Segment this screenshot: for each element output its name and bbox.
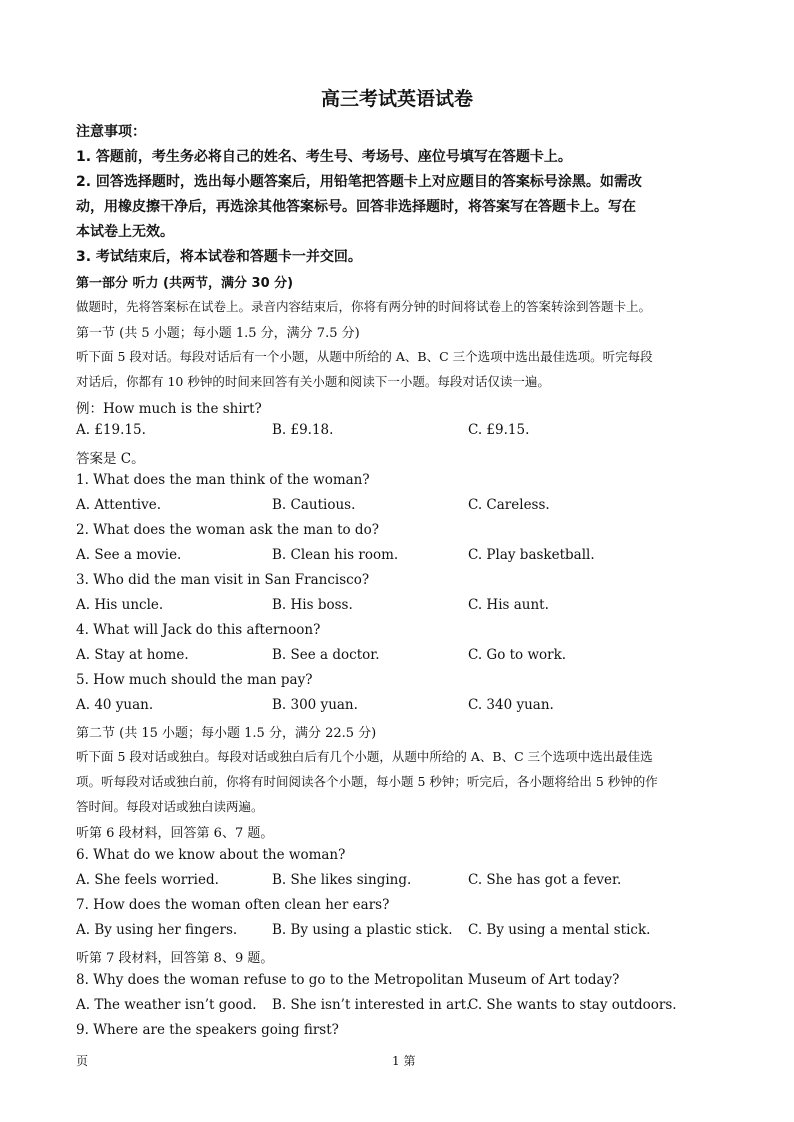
material-6-heading: 听第 6 段材料，回答第 6、7 题。 [76, 826, 274, 841]
example-option-c: C. £9.15. [468, 422, 530, 438]
q8-option-a: A. The weather isn’t good. [76, 997, 257, 1013]
q4-option-b: B. See a doctor. [272, 647, 380, 663]
q7-option-a: A. By using her fingers. [76, 922, 238, 938]
q5-option-b: B. 300 yuan. [272, 697, 358, 713]
q4-option-a: A. Stay at home. [76, 647, 189, 663]
q5-option-c: C. 340 yuan. [468, 697, 554, 713]
material-7-heading: 听第 7 段材料，回答第 8、9 题。 [76, 951, 274, 966]
question-9: 9. Where are the speakers going first? [76, 1022, 339, 1038]
page-title: 高三考试英语试卷 [320, 88, 473, 110]
notice-item-1: 1. 答题前，考生务必将自己的姓名、考生号、考场号、座位号填写在答题卡上。 [76, 149, 572, 165]
section2-directions-2: 项。听每段对话或独白前，你将有时间阅读各个小题，每小题 5 秒钟；听完后，各小题将给出 5 秒钟的作 [76, 774, 658, 789]
q3-option-a: A. His uncle. [76, 597, 164, 613]
footer-page-number: 1 第 [392, 1054, 416, 1068]
footer-left: 页 [76, 1054, 89, 1068]
question-2: 2. What does the woman ask the man to do? [76, 522, 379, 538]
q1-option-b: B. Cautious. [272, 497, 356, 513]
notice-item-2-line-1: 2. 回答选择题时，选出每小题答案后，用铅笔把答题卡上对应题目的答案标号涂黑。如需改 [76, 174, 642, 190]
q2-option-c: C. Play basketball. [468, 547, 595, 563]
section2-heading: 第二节 (共 15 小题；每小题 1.5 分，满分 22.5 分) [76, 726, 377, 741]
part1-heading: 第一部分 听力 (共两节，满分 30 分) [76, 276, 294, 291]
q2-option-b: B. Clean his room. [272, 547, 399, 563]
question-4: 4. What will Jack do this afternoon? [76, 622, 321, 638]
question-7: 7. How does the woman often clean her ears? [76, 897, 390, 913]
q5-option-a: A. 40 yuan. [76, 697, 154, 713]
section1-directions-1: 听下面 5 段对话。每段对话后有一个小题，从题中所给的 A、B、C 三个选项中选出最佳选项。听完每段 [76, 349, 653, 364]
q3-option-c: C. His aunt. [468, 597, 549, 613]
example-question: 例：How much is the shirt? [76, 401, 262, 417]
q3-option-b: B. His boss. [272, 597, 353, 613]
part1-intro: 做题时，先将答案标在试卷上。录音内容结束后，你将有两分钟的时间将试卷上的答案转涂到答题卡上。 [76, 299, 652, 314]
notice-item-2-line-3: 本试卷上无效。 [76, 224, 174, 240]
q4-option-c: C. Go to work. [468, 647, 567, 663]
notice-heading: 注意事项： [76, 124, 146, 140]
q7-option-c: C. By using a mental stick. [468, 922, 651, 938]
question-1: 1. What does the man think of the woman? [76, 472, 370, 488]
q1-option-a: A. Attentive. [76, 497, 162, 513]
notice-item-3: 3. 考试结束后，将本试卷和答题卡一并交回。 [76, 249, 362, 265]
q6-option-a: A. She feels worried. [76, 872, 219, 888]
section2-directions-1: 听下面 5 段对话或独白。每段对话或独白后有几个小题，从题中所给的 A、B、C 三个选项中选出最佳选 [76, 749, 653, 764]
q2-option-a: A. See a movie. [76, 547, 182, 563]
q8-option-c: C. She wants to stay outdoors. [468, 997, 677, 1013]
question-6: 6. What do we know about the woman? [76, 847, 346, 863]
section1-directions-2: 对话后，你都有 10 秒钟的时间来回答有关小题和阅读下一小题。每段对话仅读一遍。 [76, 374, 550, 389]
question-3: 3. Who did the man visit in San Francisco? [76, 572, 370, 588]
q6-option-c: C. She has got a fever. [468, 872, 622, 888]
example-option-b: B. £9.18. [272, 422, 334, 438]
q6-option-b: B. She likes singing. [272, 872, 412, 888]
question-5: 5. How much should the man pay? [76, 672, 313, 688]
question-8: 8. Why does the woman refuse to go to the Metropolitan Museum of Art today? [76, 972, 620, 988]
notice-item-2-line-2: 动，用橡皮擦干净后，再选涂其他答案标号。回答非选择题时，将答案写在答题卡上。写在 [76, 199, 636, 215]
q7-option-b: B. By using a plastic stick. [272, 922, 453, 938]
section1-heading: 第一节 (共 5 小题；每小题 1.5 分，满分 7.5 分) [76, 326, 360, 341]
example-answer: 答案是 C。 [76, 451, 145, 467]
section2-directions-3: 答时间。每段对话或独白读两遍。 [76, 799, 264, 814]
q8-option-b: B. She isn’t interested in art. [272, 997, 471, 1013]
q1-option-c: C. Careless. [468, 497, 550, 513]
example-option-a: A. £19.15. [76, 422, 146, 438]
